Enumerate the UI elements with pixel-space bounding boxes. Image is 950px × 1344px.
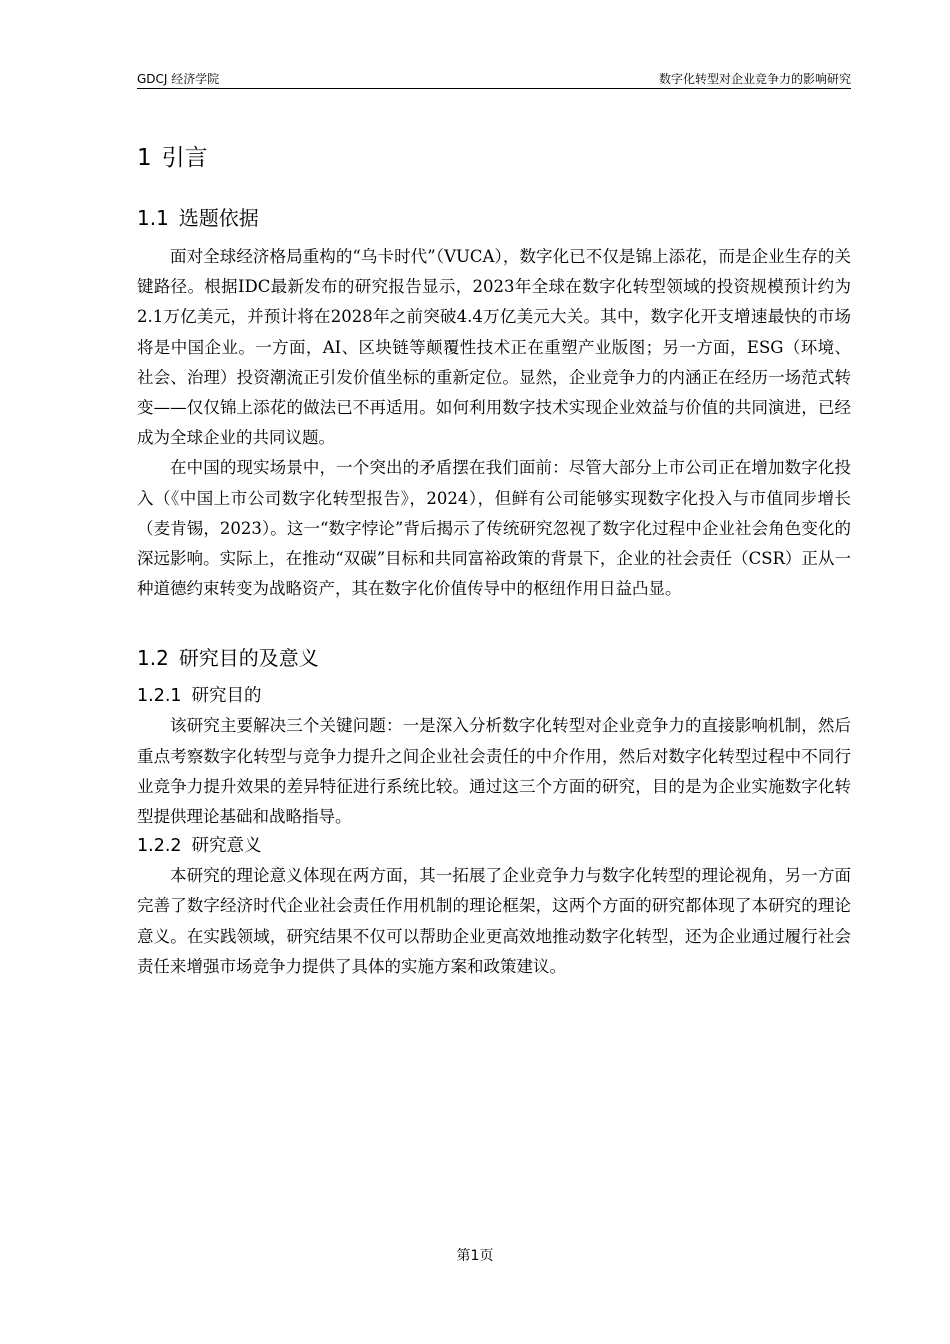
document-body (137, 140, 851, 982)
page-number: 第1页 (456, 1248, 494, 1264)
paragraph: 在中国的现实场景中，一个突出的矛盾摆在我们面前：尽管大部分上市公司正在增加数字化投入（《中国上市公司数字化转型报告》，2024），但鲜有公司能够实现数字化投入与市值同步增长（麦肯锡，2023）。这一“数字悖论”背后揭示了传统研究忽视了数字化过程中企业社会角色变化的深远影响。实际上，在推动“双碳”目标和共同富裕政策的背景下，企业的社会责任（CSR）正从一种道德约束转变为战略资产，其在数字化价值传导中的枢纽作用日益凸显。 (137, 458, 851, 599)
subsection-heading-1-2-2 (137, 832, 851, 861)
paragraph: 本研究的理论意义体现在两方面，其一拓展了企业竞争力与数字化转型的理论视角，另一方面完善了数字经济时代企业社会责任作用机制的理论框架，这两个方面的研究都体现了本研究的理论意义。在实践领域，研究结果不仅可以帮助企业更高效地推动数字化转型，还为企业通过履行社会责任来增强市场竞争力提供了具体的实施方案和政策建议。 (137, 866, 851, 976)
section-title: 研究目的及意义 (178, 646, 319, 671)
section-title: 选题依据 (178, 206, 259, 230)
section-number: 1.1 (137, 206, 169, 230)
chapter-number: 1 (137, 145, 152, 171)
section-number: 1.2 (137, 646, 169, 671)
paragraph: 面对全球经济格局重构的“乌卡时代”（VUCA），数字化已不仅是锦上添花，而是企业生存的关键路径。根据IDC最新发布的研究报告显示，2023年全球在数字化转型领域的投资规模预计约为2.1万亿美元，并预计将在2028年之前突破4.4万亿美元大关。其中，数字化开支增速最快的市场将是中国企业。一方面，AI、区块链等颠覆性技术正在重塑产业版图；另一方面，ESG（环境、社会、治理）投资潮流正引发价值坐标的重新定位。显然，企业竞争力的内涵正在经历一场范式转变——仅仅锦上添花的做法已不再适用。如何利用数字技术实现企业效益与价值的共同演进，已经成为全球企业的共同议题。 (137, 247, 851, 448)
chapter-heading (137, 140, 851, 176)
chapter-title: 引言 (161, 145, 208, 171)
subsection-number: 1.2.2 (137, 836, 182, 857)
paragraph: 该研究主要解决三个关键问题：一是深入分析数字化转型对企业竞争力的直接影响机制，然后重点考察数字化转型与竞争力提升之间企业社会责任的中介作用，然后对数字化转型过程中不同行业竞争力提升效果的差异特征进行系统比较。通过这三个方面的研究，目的是为企业实施数字化转型提供理论基础和战略指导。 (137, 716, 851, 827)
section-heading-1-1 (137, 202, 851, 234)
subsection-title: 研究意义 (191, 836, 262, 857)
header-school: GDCJ 经济学院 (137, 72, 220, 86)
subsection-number: 1.2.1 (137, 686, 182, 707)
subsection-heading-1-2-1 (137, 682, 851, 711)
header-thesis-title: 数字化转型对企业竞争力的影响研究 (658, 72, 851, 86)
subsection-title: 研究目的 (191, 686, 262, 707)
page-header (137, 70, 851, 89)
section-heading-1-2 (137, 642, 851, 674)
